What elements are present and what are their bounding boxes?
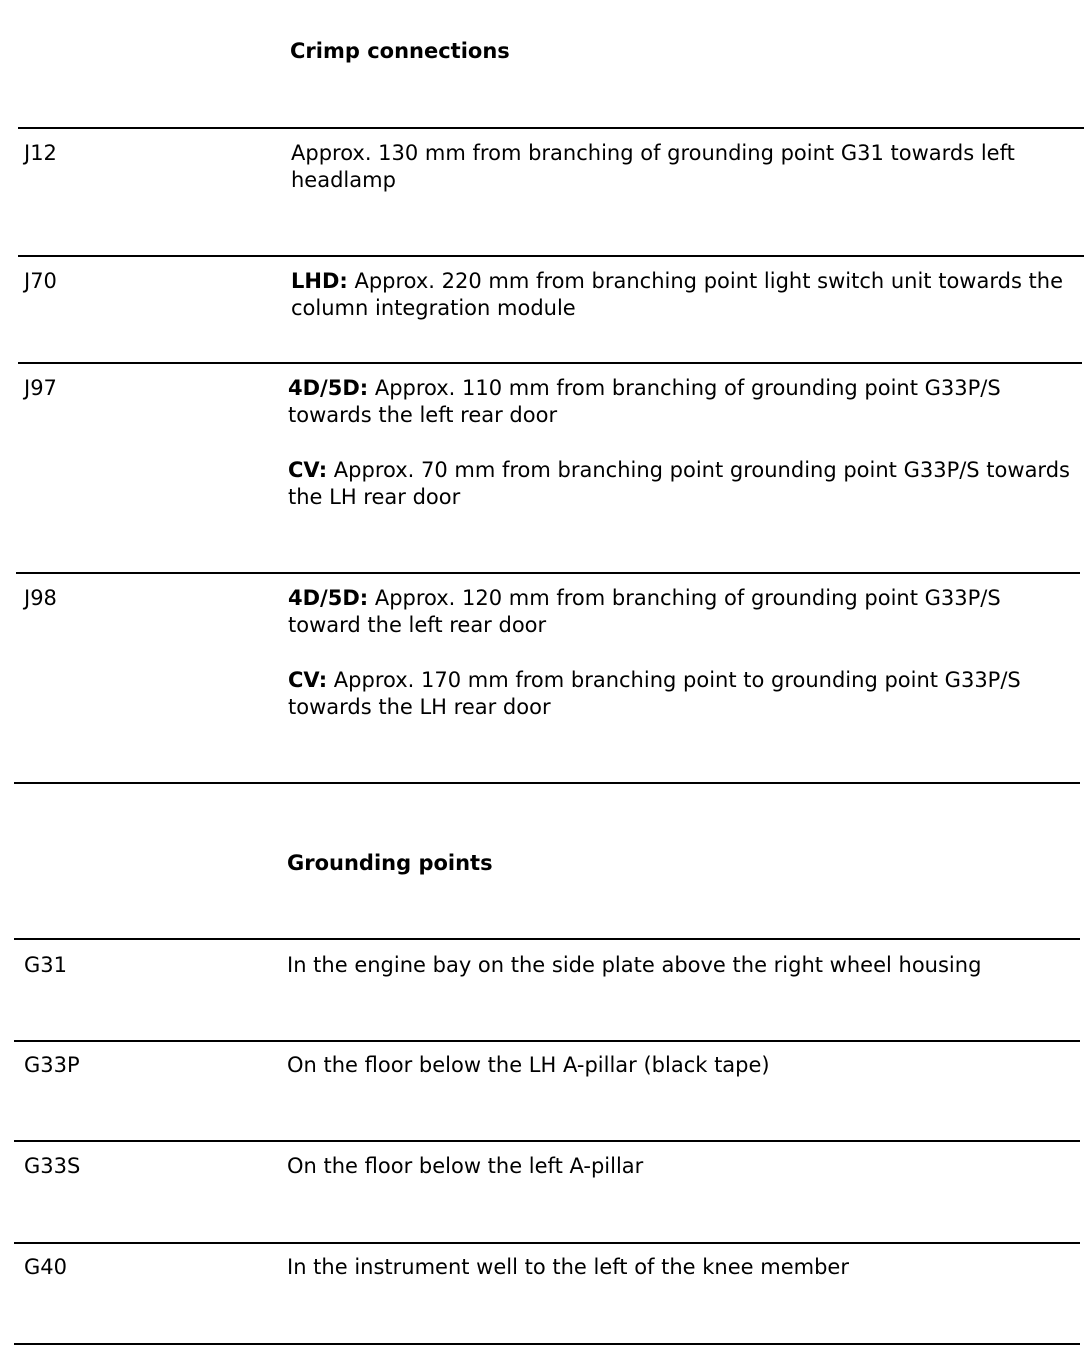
connection-code: J98: [24, 586, 57, 610]
description-text: On the floor below the left A-pillar: [287, 1154, 644, 1178]
table-rule: [14, 1140, 1080, 1142]
table-rule: [14, 1242, 1080, 1244]
grounding-description: [287, 1153, 1079, 1180]
description-text: On the floor below the LH A-pillar (black tape): [287, 1053, 770, 1077]
grounding-code: G33P: [24, 1053, 80, 1077]
grounding-code: G33S: [24, 1154, 81, 1178]
connection-description: [291, 140, 1083, 194]
connection-code: J12: [24, 141, 57, 165]
variant-label: CV:: [288, 458, 328, 482]
grounding-description: [287, 1254, 1079, 1281]
variant-label: 4D/5D:: [288, 586, 369, 610]
table-rule: [18, 255, 1084, 257]
variant-label: LHD:: [291, 269, 348, 293]
connection-description: [291, 268, 1083, 322]
grounding-code: G40: [24, 1255, 67, 1279]
table-rule: [18, 362, 1082, 364]
table-rule: [18, 127, 1084, 129]
description-text: In the engine bay on the side plate above the right wheel housing: [287, 953, 982, 977]
table-rule: [14, 1343, 1080, 1345]
description-text: In the instrument well to the left of the knee member: [287, 1255, 849, 1279]
table-rule: [14, 1040, 1080, 1042]
description-text: Approx. 170 mm from branching point to grounding point G33P/S towards the LH rear door: [288, 668, 1021, 719]
grounding-code: G31: [24, 953, 67, 977]
section-heading-grounding-points: Grounding points: [287, 851, 493, 875]
description-text: Approx. 120 mm from branching of grounding point G33P/S toward the left rear door: [288, 586, 1001, 637]
connection-code: J70: [24, 269, 57, 293]
description-text: Approx. 130 mm from branching of grounding point G31 towards left headlamp: [291, 141, 1015, 192]
grounding-description: [287, 952, 1079, 979]
variant-label: CV:: [288, 668, 328, 692]
description-text: Approx. 220 mm from branching point light switch unit towards the column integration module: [291, 269, 1064, 320]
table-rule: [14, 782, 1080, 784]
grounding-description: [287, 1052, 1079, 1079]
description-text: Approx. 70 mm from branching point grounding point G33P/S towards the LH rear door: [288, 458, 1070, 509]
section-heading-crimp-connections: Crimp connections: [290, 39, 510, 63]
connection-code: J97: [24, 376, 57, 400]
table-rule: [16, 572, 1080, 574]
connection-description: [288, 375, 1080, 511]
description-text: Approx. 110 mm from branching of grounding point G33P/S towards the left rear door: [288, 376, 1001, 427]
connection-description: [288, 585, 1080, 721]
table-rule: [14, 938, 1080, 940]
variant-label: 4D/5D:: [288, 376, 369, 400]
